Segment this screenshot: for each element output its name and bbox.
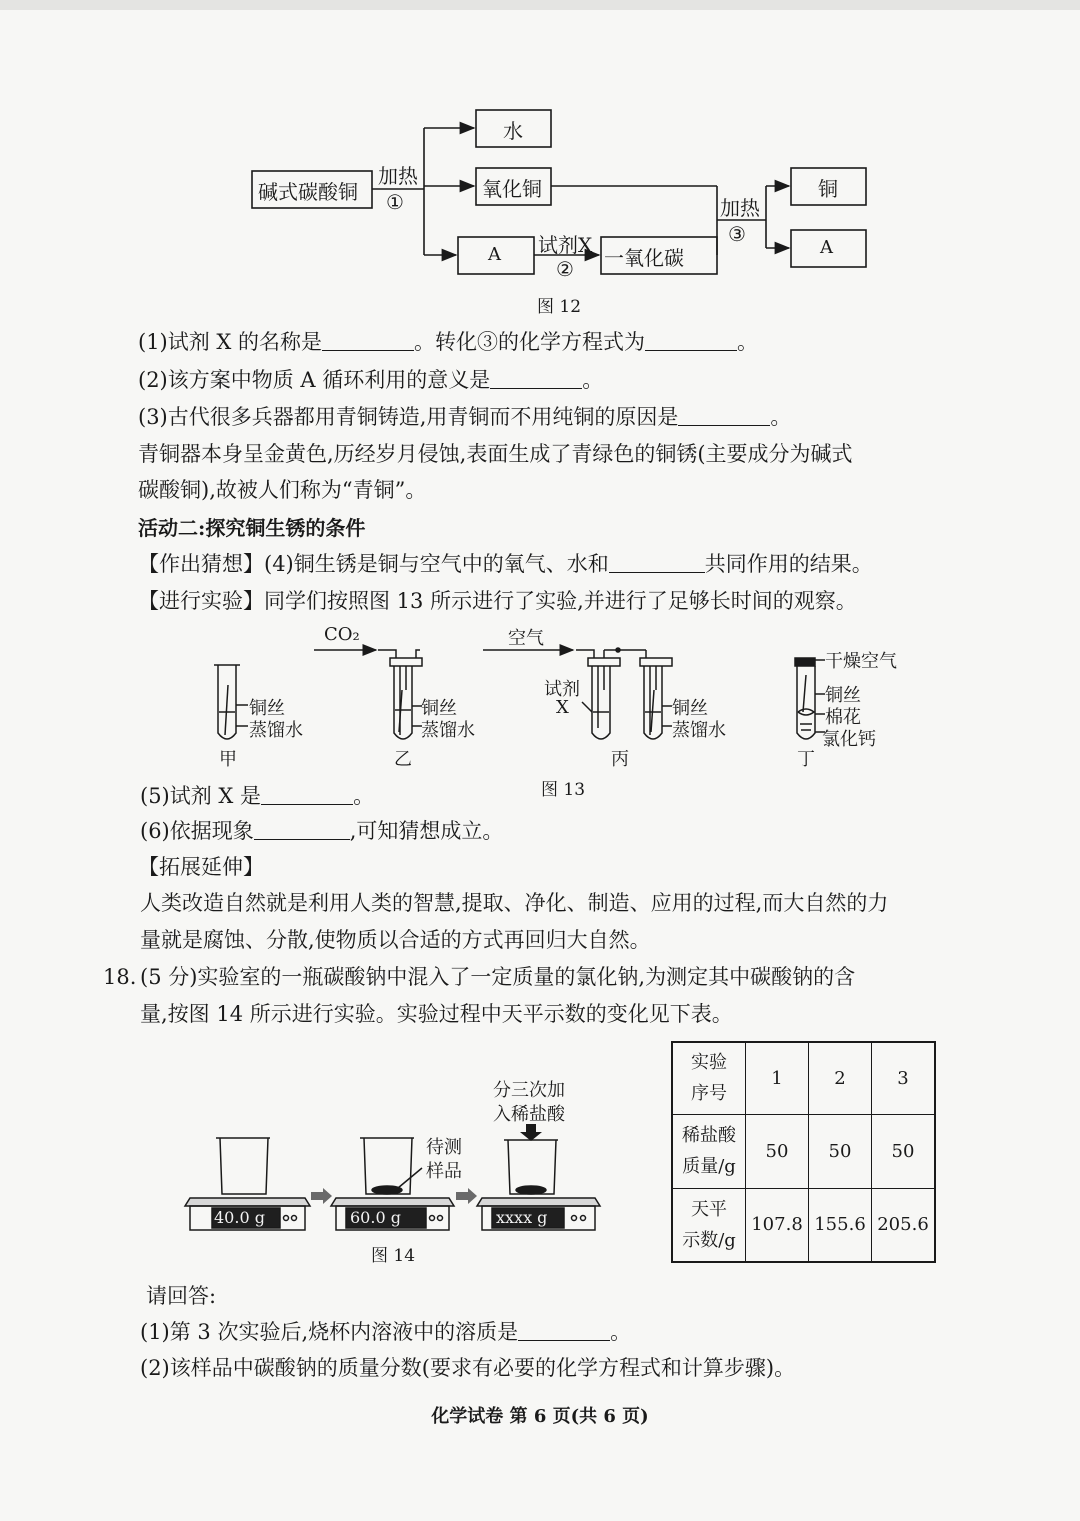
answer-1-text-a: (1)第 3 次实验后,烧杯内溶液中的溶质是 [140,1320,519,1344]
label-ding-dry-air: 干燥空气 [825,651,897,672]
question-1-text-a: (1)试剂 X 的名称是 [138,330,323,354]
answer-blank-18-1[interactable] [518,1318,610,1341]
question-1-text-b: 。转化③的化学方程式为 [414,330,646,354]
table-row [672,1042,935,1114]
balance-display-3: xxxx g [496,1208,548,1227]
table-row [672,1188,935,1262]
table-cell: 205.6 [872,1188,936,1262]
label-add-acid-1: 分三次加 [493,1080,565,1101]
figure-13-caption: 图 13 [541,780,586,800]
label-ding: 丁 [797,749,815,770]
label-add-acid-2: 入稀盐酸 [493,1104,565,1125]
table-cell: 50 [872,1114,936,1188]
answer-1 [140,1316,631,1348]
label-heat-3: 加热 [720,196,760,220]
label-a-right: A [820,237,833,258]
table-cell: 50 [746,1114,809,1188]
label-yi-water: 蒸馏水 [421,720,475,741]
label-reagent-x: 试剂X [538,233,593,257]
table-row-acid-label [672,1114,746,1188]
table-header-label-line2: 序号 [691,1083,727,1105]
answer-2: (2)该样品中碳酸钠的质量分数(要求有必要的化学方程式和计算步骤)。 [140,1356,796,1380]
table-row [672,1114,935,1188]
table-header-col-2: 2 [809,1042,872,1114]
label-bing-water: 蒸馏水 [672,720,726,741]
balance-display-2: 60.0 g [350,1208,401,1227]
activity-2-heading: 活动二:探究铜生锈的条件 [138,516,366,540]
table-cell: 107.8 [746,1188,809,1262]
label-sample-2: 样品 [426,1161,462,1182]
table-cell: 155.6 [809,1188,872,1262]
label-water: 水 [503,119,523,143]
question-18-line-2: 量,按图 14 所示进行实验。实验过程中天平示数的变化见下表。 [140,1002,733,1026]
label-air: 空气 [508,628,544,649]
experiment-text: 【进行实验】同学们按照图 13 所示进行了实验,并进行了足够长时间的观察。 [138,589,857,613]
table-header-label-line1: 实验 [691,1052,727,1074]
figure-12-caption: 图 12 [537,297,582,317]
label-heat-1: 加热 [378,164,418,188]
extend-heading: 【拓展延伸】 [138,855,264,879]
question-18-number: 18. [103,965,137,989]
label-a-left: A [488,244,501,265]
table-row-acid-label-line1: 稀盐酸 [682,1125,736,1146]
label-carbon-monoxide: 一氧化碳 [604,246,684,270]
question-5-text-b: 。 [353,784,375,808]
label-step-1: ① [386,190,404,214]
table-header-col-3: 3 [872,1042,936,1114]
label-jia: 甲 [219,749,237,770]
balance-data-table [671,1041,936,1263]
question-5-text-a: (5)试剂 X 是 [140,784,262,808]
label-yi-wire: 铜丝 [421,698,457,719]
label-copper: 铜 [818,177,838,201]
label-jia-water: 蒸馏水 [249,720,303,741]
label-step-2: ② [556,257,574,281]
label-step-3: ③ [728,222,746,246]
label-sample-1: 待测 [426,1137,462,1158]
paragraph-bronze-2: 碳酸铜),故被人们称为“青铜”。 [138,478,427,502]
question-6-text-b: ,可知猜想成立。 [349,819,504,843]
question-3-text-b: 。 [770,405,792,429]
label-ding-wire: 铜丝 [825,685,861,706]
question-4-text-b: 共同作用的结果。 [704,552,873,576]
table-header-col-1: 1 [746,1042,809,1114]
label-jia-wire: 铜丝 [249,698,285,719]
table-row-balance-label [672,1188,746,1262]
page-footer: 化学试卷 第 6 页(共 6 页) [431,1406,649,1427]
label-bing: 丙 [611,749,629,770]
label-co2: CO₂ [324,624,360,645]
table-row-balance-label-line2: 示数/g [682,1229,736,1251]
label-copper-oxide: 氧化铜 [482,177,542,201]
extend-line-1: 人类改造自然就是利用人类的智慧,提取、净化、制造、应用的过程,而大自然的力 [140,891,889,915]
label-bing-reagent-1: 试剂 [544,679,580,700]
balance-display-1: 40.0 g [214,1208,265,1227]
label-bing-wire: 铜丝 [672,698,708,719]
question-1-text-c: 。 [737,330,759,354]
question-2-text-a: (2)该方案中物质 A 循环利用的意义是 [138,368,491,392]
question-18-line-1: (5 分)实验室的一瓶碳酸钠中混入了一定质量的氯化钠,为测定其中碳酸钠的含 [140,965,856,989]
answer-prompt: 请回答: [146,1284,217,1308]
question-4-text-a: 【作出猜想】(4)铜生锈是铜与空气中的氧气、水和 [138,552,609,576]
table-cell: 50 [809,1114,872,1188]
label-ding-cotton: 棉花 [825,707,861,728]
figure-14-caption: 图 14 [371,1246,416,1266]
label-ding-cacl2: 氯化钙 [822,729,876,750]
label-basic-copper-carbonate: 碱式碳酸铜 [258,180,358,204]
extend-line-2: 量就是腐蚀、分散,使物质以合适的方式再回归大自然。 [140,928,651,952]
paragraph-bronze-1: 青铜器本身呈金黄色,历经岁月侵蚀,表面生成了青绿色的铜锈(主要成分为碱式 [138,442,853,466]
question-6-text-a: (6)依据现象 [140,819,254,843]
table-row-balance-label-line1: 天平 [691,1198,727,1220]
label-bing-reagent-2: X [556,697,569,718]
question-3-text-a: (3)古代很多兵器都用青铜铸造,用青铜而不用纯铜的原因是 [138,405,679,429]
table-header-label [672,1042,746,1114]
table-row-acid-label-line2: 质量/g [682,1156,736,1177]
question-2-text-b: 。 [582,368,604,392]
label-yi: 乙 [394,749,412,770]
answer-1-text-b: 。 [610,1320,632,1344]
